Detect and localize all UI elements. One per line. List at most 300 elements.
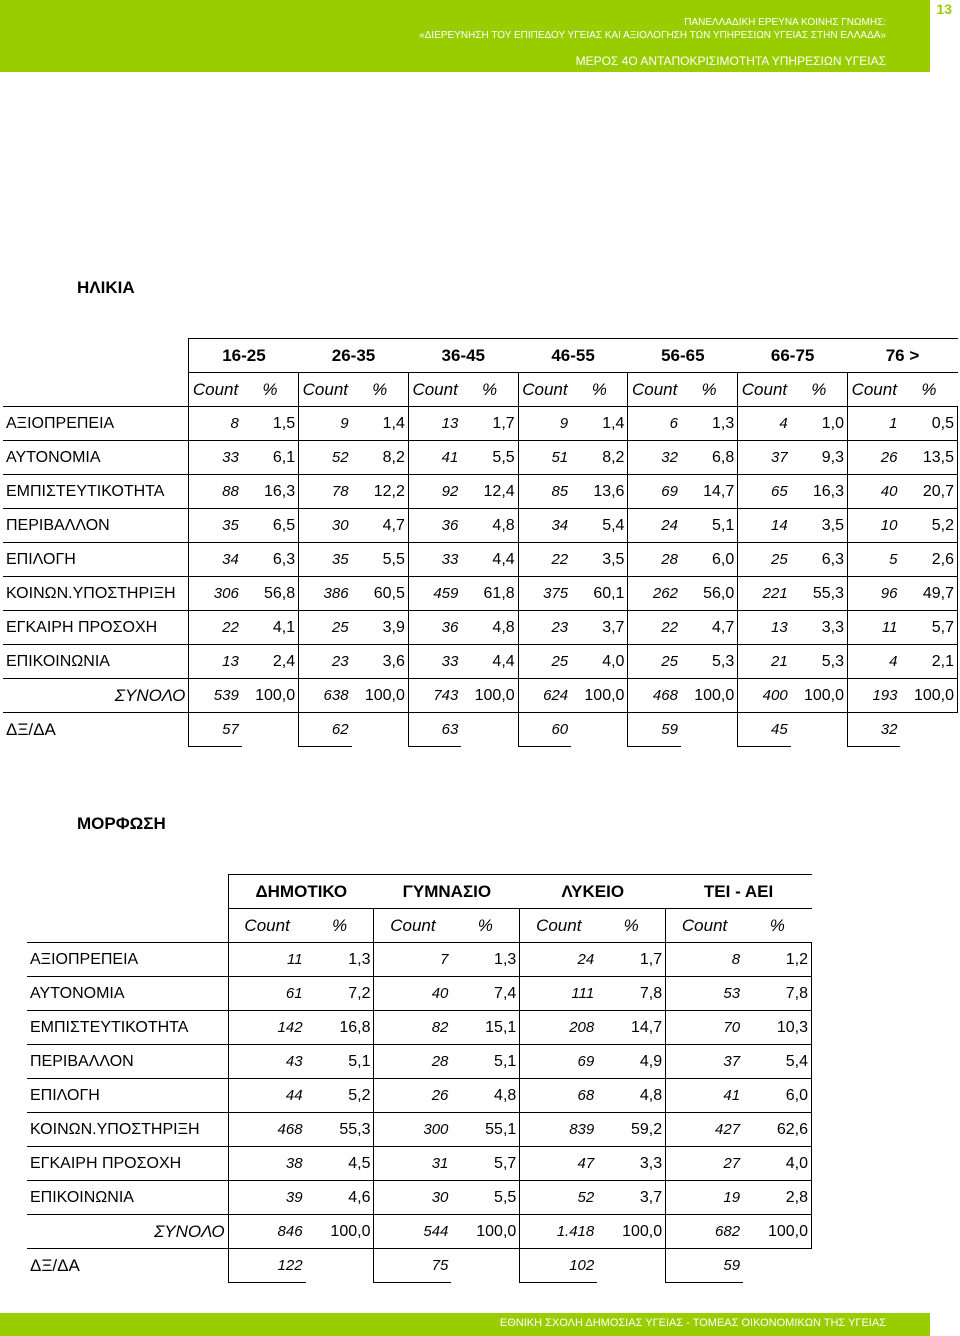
percent-cell: 6,1	[242, 441, 299, 475]
count-cell: 61	[228, 977, 305, 1011]
percent-cell: 61,8	[461, 577, 518, 611]
footer-bar	[0, 1313, 930, 1336]
count-cell: 375	[518, 577, 571, 611]
row-label: ΚΟΙΝΩΝ.ΥΠΟΣΤΗΡΙΞΗ	[27, 1113, 228, 1147]
percent-cell: 56,0	[681, 577, 738, 611]
count-cell: 8	[666, 943, 743, 977]
percent-cell: 1,5	[242, 407, 299, 441]
total-percent-cell: 100,0	[352, 679, 409, 713]
total-count-cell: 193	[848, 679, 901, 713]
row-label: ΚΟΙΝΩΝ.ΥΠΟΣΤΗΡΙΞΗ	[3, 577, 189, 611]
percent-cell: 6,3	[791, 543, 848, 577]
total-percent-cell: 100,0	[681, 679, 738, 713]
total-percent-cell: 100,0	[571, 679, 628, 713]
count-cell: 33	[408, 645, 461, 679]
percent-cell: 5,7	[451, 1147, 519, 1181]
count-header: Count	[374, 909, 451, 943]
count-cell: 8	[189, 407, 242, 441]
count-cell: 459	[408, 577, 461, 611]
percent-cell: 12,2	[352, 475, 409, 509]
count-cell: 44	[228, 1079, 305, 1113]
table-row	[3, 509, 958, 543]
count-cell: 32	[628, 441, 681, 475]
column-group-header: 66-75	[738, 339, 848, 373]
count-cell: 37	[738, 441, 791, 475]
percent-cell: 4,8	[461, 509, 518, 543]
column-group-header: 36-45	[408, 339, 518, 373]
count-cell: 221	[738, 577, 791, 611]
percent-cell: 16,8	[306, 1011, 374, 1045]
percent-cell: 1,3	[451, 943, 519, 977]
count-header: Count	[408, 373, 461, 407]
percent-cell: 16,3	[242, 475, 299, 509]
count-cell: 70	[666, 1011, 743, 1045]
total-percent-cell: 100,0	[451, 1215, 519, 1249]
count-cell: 35	[189, 509, 242, 543]
count-cell: 78	[299, 475, 352, 509]
percent-cell: 5,2	[306, 1079, 374, 1113]
count-header: Count	[848, 373, 901, 407]
percent-cell: 1,3	[681, 407, 738, 441]
dx-label: ΔΞ/ΔΑ	[30, 1255, 80, 1275]
count-cell: 111	[520, 977, 597, 1011]
count-cell: 39	[228, 1181, 305, 1215]
count-cell: 92	[408, 475, 461, 509]
table-row	[27, 1113, 812, 1147]
table-row	[27, 1079, 812, 1113]
dx-empty-cell	[597, 1249, 665, 1283]
age-table	[3, 338, 958, 747]
dx-empty-cell	[451, 1249, 519, 1283]
count-header: Count	[228, 909, 305, 943]
percent-cell: 3,5	[791, 509, 848, 543]
row-label: ΕΠΙΛΟΓΗ	[27, 1079, 228, 1113]
count-cell: 386	[299, 577, 352, 611]
dx-count-cell: 32	[848, 713, 901, 747]
percent-cell: 4,8	[597, 1079, 665, 1113]
count-cell: 88	[189, 475, 242, 509]
count-cell: 53	[666, 977, 743, 1011]
row-label: ΕΠΙΚΟΙΝΩΝΙΑ	[3, 645, 189, 679]
percent-header: %	[623, 915, 639, 935]
count-cell: 13	[738, 611, 791, 645]
dx-empty-cell	[571, 713, 628, 747]
total-count-cell: 682	[666, 1215, 743, 1249]
percent-cell: 5,1	[451, 1045, 519, 1079]
count-cell: 69	[628, 475, 681, 509]
percent-cell: 0,5	[900, 407, 957, 441]
count-cell: 52	[520, 1181, 597, 1215]
count-cell: 38	[228, 1147, 305, 1181]
row-label: ΕΜΠΙΣΤΕΥΤΙΚΟΤΗΤΑ	[27, 1011, 228, 1045]
percent-cell: 5,3	[791, 645, 848, 679]
count-cell: 25	[628, 645, 681, 679]
count-cell: 96	[848, 577, 901, 611]
total-row	[3, 679, 958, 713]
percent-cell: 8,2	[571, 441, 628, 475]
count-cell: 6	[628, 407, 681, 441]
percent-cell: 49,7	[900, 577, 957, 611]
count-header: Count	[520, 909, 597, 943]
total-percent-cell: 100,0	[461, 679, 518, 713]
percent-cell: 4,1	[242, 611, 299, 645]
table-row	[3, 577, 958, 611]
total-count-cell: 539	[189, 679, 242, 713]
percent-header: %	[921, 379, 937, 399]
percent-cell: 2,1	[900, 645, 957, 679]
count-cell: 69	[520, 1045, 597, 1079]
total-percent-cell: 100,0	[597, 1215, 665, 1249]
row-label: ΕΠΙΛΟΓΗ	[3, 543, 189, 577]
table-row	[27, 943, 812, 977]
count-cell: 24	[628, 509, 681, 543]
table-row	[3, 543, 958, 577]
percent-header: %	[701, 379, 717, 399]
count-cell: 28	[374, 1045, 451, 1079]
count-cell: 82	[374, 1011, 451, 1045]
percent-cell: 3,3	[791, 611, 848, 645]
count-cell: 26	[848, 441, 901, 475]
count-cell: 262	[628, 577, 681, 611]
column-group-header: ΔΗΜΟΤΙΚΟ	[228, 875, 374, 909]
row-label: ΕΜΠΙΣΤΕΥΤΙΚΟΤΗΤΑ	[3, 475, 189, 509]
count-header: Count	[738, 373, 791, 407]
percent-cell: 2,6	[900, 543, 957, 577]
percent-cell: 6,8	[681, 441, 738, 475]
count-header: Count	[666, 909, 743, 943]
percent-cell: 56,8	[242, 577, 299, 611]
total-count-cell: 846	[228, 1215, 305, 1249]
count-cell: 36	[408, 611, 461, 645]
percent-header: %	[811, 379, 827, 399]
count-cell: 33	[408, 543, 461, 577]
percent-cell: 13,6	[571, 475, 628, 509]
column-group-header: ΓΥΜΝΑΣΙΟ	[374, 875, 520, 909]
percent-cell: 60,1	[571, 577, 628, 611]
column-group-header: 26-35	[299, 339, 409, 373]
count-cell: 30	[374, 1181, 451, 1215]
total-count-cell: 624	[518, 679, 571, 713]
total-count-cell: 1.418	[520, 1215, 597, 1249]
header-survey-subtitle: «ΔΙΕΡΕΥΝΗΣΗ ΤΟΥ ΕΠΙΠΕΔΟΥ ΥΓΕΙΑΣ ΚΑΙ ΑΞΙΟΛΟΓΗΣΗ ΤΩΝ ΥΠΗΡΕΣΙΩΝ ΥΓΕΙΑΣ ΣΤΗΝ ΕΛΛΑΔΑ»	[419, 30, 886, 41]
count-cell: 25	[299, 611, 352, 645]
dx-empty-cell	[306, 1249, 374, 1283]
count-cell: 51	[518, 441, 571, 475]
total-percent-cell: 100,0	[900, 679, 957, 713]
percent-cell: 5,1	[306, 1045, 374, 1079]
percent-cell: 3,9	[352, 611, 409, 645]
count-cell: 23	[299, 645, 352, 679]
percent-cell: 5,4	[571, 509, 628, 543]
percent-cell: 55,3	[306, 1113, 374, 1147]
count-cell: 30	[299, 509, 352, 543]
percent-cell: 1,3	[306, 943, 374, 977]
column-group-header: ΛΥΚΕΙΟ	[520, 875, 666, 909]
table-row	[3, 475, 958, 509]
row-label: ΑΥΤΟΝΟΜΙΑ	[27, 977, 228, 1011]
count-header: Count	[189, 373, 242, 407]
count-cell: 9	[518, 407, 571, 441]
header-part-title: ΜΕΡΟΣ 4Ο ΑΝΤΑΠΟΚΡΙΣΙΜΟΤΗΤΑ ΥΠΗΡΕΣΙΩΝ ΥΓΕΙΑΣ	[575, 54, 886, 68]
percent-cell: 5,4	[743, 1045, 811, 1079]
percent-cell: 7,8	[597, 977, 665, 1011]
dx-empty-cell	[743, 1249, 811, 1283]
table-row	[27, 1181, 812, 1215]
row-label: ΠΕΡΙΒΑΛΛΟΝ	[27, 1045, 228, 1079]
table-row	[3, 441, 958, 475]
count-cell: 22	[189, 611, 242, 645]
count-cell: 9	[299, 407, 352, 441]
percent-header: %	[769, 915, 785, 935]
count-cell: 43	[228, 1045, 305, 1079]
count-cell: 68	[520, 1079, 597, 1113]
table-row	[3, 407, 958, 441]
dx-empty-cell	[461, 713, 518, 747]
total-percent-cell: 100,0	[791, 679, 848, 713]
count-cell: 427	[666, 1113, 743, 1147]
count-cell: 41	[666, 1079, 743, 1113]
percent-cell: 6,5	[242, 509, 299, 543]
percent-cell: 4,7	[352, 509, 409, 543]
table-row	[27, 1045, 812, 1079]
header-survey-title: ΠΑΝΕΛΛΑΔΙΚΗ ΕΡΕΥΝΑ ΚΟΙΝΗΣ ΓΝΩΜΗΣ:	[684, 17, 886, 28]
column-group-header: 76 >	[848, 339, 958, 373]
percent-cell: 59,2	[597, 1113, 665, 1147]
count-cell: 25	[518, 645, 571, 679]
count-cell: 47	[520, 1147, 597, 1181]
percent-header: %	[331, 915, 348, 935]
count-cell: 40	[848, 475, 901, 509]
percent-cell: 5,2	[900, 509, 957, 543]
percent-cell: 1,4	[571, 407, 628, 441]
percent-cell: 10,3	[743, 1011, 811, 1045]
count-cell: 37	[666, 1045, 743, 1079]
percent-cell: 5,3	[681, 645, 738, 679]
count-cell: 36	[408, 509, 461, 543]
percent-cell: 5,5	[451, 1181, 519, 1215]
header-spacer	[27, 909, 228, 943]
dx-count-cell: 75	[374, 1249, 451, 1283]
total-percent-cell: 100,0	[306, 1215, 374, 1249]
count-cell: 22	[518, 543, 571, 577]
total-label: ΣΥΝΟΛΟ	[3, 679, 189, 713]
count-cell: 24	[520, 943, 597, 977]
header-spacer	[3, 339, 189, 373]
table-row	[27, 977, 812, 1011]
count-cell: 10	[848, 509, 901, 543]
row-label: ΑΞΙΟΠΡΕΠΕΙΑ	[3, 407, 189, 441]
header-spacer	[27, 875, 228, 909]
percent-cell: 9,3	[791, 441, 848, 475]
percent-cell: 60,5	[352, 577, 409, 611]
table-row	[27, 1011, 812, 1045]
percent-cell: 13,5	[900, 441, 957, 475]
count-cell: 1	[848, 407, 901, 441]
percent-cell: 55,3	[791, 577, 848, 611]
percent-cell: 4,6	[306, 1181, 374, 1215]
dx-empty-cell	[352, 713, 409, 747]
total-count-cell: 743	[408, 679, 461, 713]
count-cell: 208	[520, 1011, 597, 1045]
dx-count-cell: 60	[518, 713, 571, 747]
percent-header: %	[262, 379, 278, 399]
percent-header: %	[372, 379, 388, 399]
count-cell: 85	[518, 475, 571, 509]
percent-cell: 7,4	[451, 977, 519, 1011]
count-cell: 4	[738, 407, 791, 441]
count-cell: 34	[518, 509, 571, 543]
count-cell: 13	[189, 645, 242, 679]
percent-cell: 4,9	[597, 1045, 665, 1079]
percent-cell: 14,7	[681, 475, 738, 509]
age-section-title: ΗΛΙΚΙΑ	[77, 278, 135, 297]
count-cell: 7	[374, 943, 451, 977]
count-cell: 468	[228, 1113, 305, 1147]
percent-cell: 2,4	[242, 645, 299, 679]
percent-cell: 3,3	[597, 1147, 665, 1181]
percent-cell: 4,8	[451, 1079, 519, 1113]
count-cell: 300	[374, 1113, 451, 1147]
percent-cell: 1,0	[791, 407, 848, 441]
row-label: ΕΓΚΑΙΡΗ ΠΡΟΣΟΧΗ	[27, 1147, 228, 1181]
count-cell: 23	[518, 611, 571, 645]
percent-cell: 1,7	[597, 943, 665, 977]
count-cell: 13	[408, 407, 461, 441]
dx-count-cell: 57	[189, 713, 242, 747]
total-count-cell: 468	[628, 679, 681, 713]
percent-cell: 3,6	[352, 645, 409, 679]
percent-cell: 3,7	[571, 611, 628, 645]
count-cell: 33	[189, 441, 242, 475]
count-cell: 25	[738, 543, 791, 577]
education-table	[27, 874, 812, 1283]
table-row	[27, 1147, 812, 1181]
count-cell: 142	[228, 1011, 305, 1045]
percent-cell: 5,7	[900, 611, 957, 645]
dx-empty-cell	[681, 713, 738, 747]
row-label: ΕΓΚΑΙΡΗ ΠΡΟΣΟΧΗ	[3, 611, 189, 645]
count-cell: 35	[299, 543, 352, 577]
percent-cell: 12,4	[461, 475, 518, 509]
percent-cell: 4,4	[461, 645, 518, 679]
count-cell: 4	[848, 645, 901, 679]
percent-cell: 4,4	[461, 543, 518, 577]
percent-cell: 3,7	[597, 1181, 665, 1215]
percent-cell: 20,7	[900, 475, 957, 509]
column-group-header: 56-65	[628, 339, 738, 373]
column-group-header: 46-55	[518, 339, 628, 373]
percent-cell: 1,7	[461, 407, 518, 441]
count-cell: 839	[520, 1113, 597, 1147]
row-label: ΕΠΙΚΟΙΝΩΝΙΑ	[27, 1181, 228, 1215]
percent-header: %	[591, 379, 607, 399]
total-row	[27, 1215, 812, 1249]
percent-cell: 55,1	[451, 1113, 519, 1147]
count-cell: 34	[189, 543, 242, 577]
percent-cell: 2,8	[743, 1181, 811, 1215]
percent-cell: 4,5	[306, 1147, 374, 1181]
percent-cell: 5,5	[352, 543, 409, 577]
count-cell: 26	[374, 1079, 451, 1113]
percent-cell: 6,0	[743, 1079, 811, 1113]
dx-count-cell: 122	[228, 1249, 305, 1283]
count-cell: 22	[628, 611, 681, 645]
percent-cell: 7,8	[743, 977, 811, 1011]
count-header: Count	[628, 373, 681, 407]
count-cell: 11	[228, 943, 305, 977]
dx-count-cell: 63	[408, 713, 461, 747]
column-group-header: 16-25	[189, 339, 299, 373]
dx-row	[3, 713, 958, 747]
total-count-cell: 400	[738, 679, 791, 713]
total-count-cell: 544	[374, 1215, 451, 1249]
total-percent-cell: 100,0	[242, 679, 299, 713]
table-row	[3, 611, 958, 645]
dx-label: ΔΞ/ΔΑ	[6, 719, 56, 739]
percent-cell: 1,2	[743, 943, 811, 977]
footer-text: ΕΘΝΙΚΗ ΣΧΟΛΗ ΔΗΜΟΣΙΑΣ ΥΓΕΙΑΣ - ΤΟΜΕΑΣ ΟΙΚΟΝΟΜΙΚΩΝ ΤΗΣ ΥΓΕΙΑΣ	[499, 1317, 886, 1329]
total-percent-cell: 100,0	[743, 1215, 811, 1249]
percent-cell: 1,4	[352, 407, 409, 441]
percent-header: %	[481, 379, 498, 399]
dx-empty-cell	[900, 713, 957, 747]
percent-cell: 8,2	[352, 441, 409, 475]
count-cell: 27	[666, 1147, 743, 1181]
percent-cell: 7,2	[306, 977, 374, 1011]
percent-header: %	[477, 915, 493, 935]
dx-count-cell: 59	[628, 713, 681, 747]
count-cell: 31	[374, 1147, 451, 1181]
count-cell: 11	[848, 611, 901, 645]
percent-cell: 6,3	[242, 543, 299, 577]
dx-empty-cell	[242, 713, 299, 747]
count-cell: 41	[408, 441, 461, 475]
count-header: Count	[518, 373, 571, 407]
header-spacer	[3, 373, 189, 407]
count-cell: 52	[299, 441, 352, 475]
percent-cell: 62,6	[743, 1113, 811, 1147]
dx-count-cell: 62	[299, 713, 352, 747]
count-cell: 28	[628, 543, 681, 577]
row-label: ΑΥΤΟΝΟΜΙΑ	[3, 441, 189, 475]
percent-cell: 6,0	[681, 543, 738, 577]
percent-cell: 5,5	[461, 441, 518, 475]
count-cell: 306	[189, 577, 242, 611]
dx-count-cell: 102	[520, 1249, 597, 1283]
row-label: ΠΕΡΙΒΑΛΛΟΝ	[3, 509, 189, 543]
count-cell: 19	[666, 1181, 743, 1215]
count-header: Count	[299, 373, 352, 407]
percent-cell: 3,5	[571, 543, 628, 577]
education-section-title: ΜΟΡΦΩΣΗ	[77, 814, 166, 833]
count-cell: 5	[848, 543, 901, 577]
count-cell: 40	[374, 977, 451, 1011]
header-bar	[0, 0, 930, 72]
percent-cell: 14,7	[597, 1011, 665, 1045]
total-label: ΣΥΝΟΛΟ	[27, 1215, 228, 1249]
percent-cell: 4,0	[571, 645, 628, 679]
percent-cell: 4,7	[681, 611, 738, 645]
table-row	[3, 645, 958, 679]
total-count-cell: 638	[299, 679, 352, 713]
percent-cell: 16,3	[791, 475, 848, 509]
percent-cell: 4,8	[461, 611, 518, 645]
dx-count-cell: 59	[666, 1249, 743, 1283]
percent-cell: 4,0	[743, 1147, 811, 1181]
dx-count-cell: 45	[738, 713, 791, 747]
percent-cell: 15,1	[451, 1011, 519, 1045]
column-group-header: ΤΕΙ - ΑΕΙ	[666, 875, 812, 909]
